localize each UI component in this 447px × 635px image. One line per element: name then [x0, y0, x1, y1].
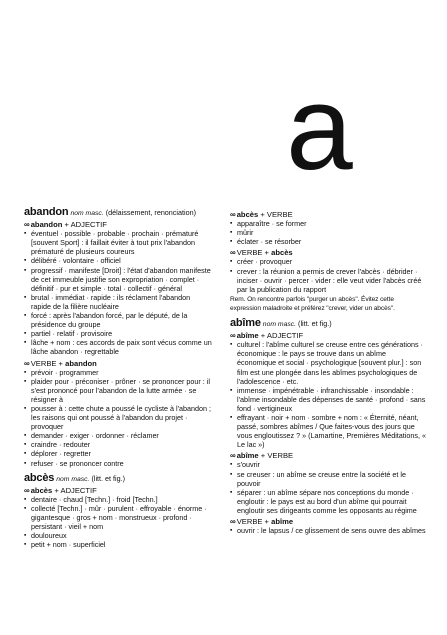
right-column [230, 208, 426, 535]
collocate-item: ▪ dentaire · chaud [Techn.] · froid [Techn.] [24, 495, 212, 504]
collocation-category: VERBE + [236, 248, 269, 258]
collocate-item: ▪ collecté [Techn.] · mûr · purulent · effroyable · énorme · gigantesque · gros + nom · monstrueux · profond · persistant · vieil + nom [24, 504, 212, 531]
collocate-item: ▪ prévoir · programmer [24, 368, 212, 377]
collocate-item: ▪ brutal · immédiat · rapide : ils réclament l'abandon rapide de la filière nucléaire [24, 293, 212, 311]
collocate-item: ▪ ouvrir : le lapsus / ce glissement de sens ouvre des abîmes [230, 526, 426, 535]
collocate-item: ▪ séparer : un abîme sépare nos conceptions du monde · engloutir : le pays est au bord d'un abîme qui pourrait engloutir ses dirigeants comme les opposants au régime [230, 488, 426, 515]
collocation-heading [24, 359, 212, 368]
headword: abcès [24, 471, 55, 484]
collocation-heading [230, 451, 426, 460]
entry-header [230, 319, 426, 329]
collocation-heading [24, 220, 212, 229]
grammar-label: nom masc. [262, 321, 297, 329]
dictionary-entry [230, 210, 426, 313]
collocation-icon: ∞ [230, 210, 236, 219]
collocate-item: ▪ délibéré · volontaire · officiel [24, 256, 212, 265]
collocate-item: ▪ mûrir [230, 228, 426, 237]
collocation-heading [230, 331, 426, 340]
sense-label: (délaissement, renonciation) [105, 208, 196, 217]
dictionary-entry [230, 319, 426, 535]
section-letter: a [286, 61, 353, 195]
dictionary-entry [24, 208, 212, 468]
headword: abandon [24, 206, 69, 218]
collocation-category: VERBE + [236, 517, 269, 526]
headword: abîme [230, 317, 261, 330]
collocate-item: ▪ craindre · redouter [24, 440, 212, 449]
collocate-item: ▪ se creuser : un abîme se creuse entre la société et le pouvoir [230, 470, 426, 488]
collocation-icon: ∞ [230, 451, 236, 461]
collocate-item: ▪ déplorer · regretter [24, 449, 212, 458]
grammar-label: nom masc. [56, 475, 90, 483]
collocate-item: ▪ s'ouvrir [230, 460, 426, 469]
collocate-item: ▪ immense · impénétrable · infranchissable · insondable : l'abîme insondable des dépenses de santé · profond · sans fond · vertigineux [230, 386, 426, 413]
collocation-heading [230, 210, 426, 219]
grammar-label: nom masc. [70, 210, 104, 217]
collocation-head: abandon [65, 358, 97, 368]
collocate-item: ▪ refuser · se prononcer contre [24, 459, 212, 468]
collocate-item: ▪ créer · provoquer [230, 257, 426, 266]
collocate-item: ▪ douloureux [24, 531, 212, 540]
dictionary-entry [24, 471, 212, 550]
collocate-item: ▪ éclater · se résorber [230, 237, 426, 246]
collocation-head: abcès [236, 210, 259, 219]
collocation-head: abcès [271, 248, 293, 258]
collocate-item: ▪ petit + nom · superficiel [24, 540, 212, 549]
collocate-item: ▪ partiel · relatif · provisoire [24, 329, 212, 338]
collocation-category: VERBE + [30, 358, 63, 368]
collocate-item: ▪ crever : la réunion a permis de crever l'abcès · débrider · inciser · ouvrir · percer · vider : elle veut vider l'abcès créé par la publication du rapport [230, 267, 426, 294]
collocate-item: ▪ apparaître · se former [230, 219, 426, 228]
collocate-item: ▪ plaider pour · préconiser · prôner · se prononcer pour : il s'est prononcé pour l'abandon de la lutte armée · se résigner à [24, 377, 212, 404]
collocation-icon: ∞ [230, 331, 236, 341]
sense-label: (litt. et fig.) [91, 473, 126, 483]
collocation-icon: ∞ [230, 517, 236, 526]
sense-label: (litt. et fig.) [298, 319, 332, 329]
collocation-head: abcès [30, 485, 53, 495]
usage-note: Rem. On rencontre parfois "purger un abcès". Évitez cette expression maladroite et préférez "crever, vider un abcès". [230, 295, 395, 312]
collocation-icon: ∞ [230, 248, 236, 258]
collocate-item: ▪ forcé : après l'abandon forcé, par le député, de la présidence du groupe [24, 311, 212, 329]
collocate-item: ▪ éventuel · possible · probable · prochain · prématuré [souvent Sport] : il faillait éviter à tout prix l'abandon prématuré de plusieurs coureurs [24, 229, 212, 256]
collocation-category: + ADJECTIF [260, 331, 304, 341]
collocation-heading [24, 486, 212, 495]
collocation-category: + ADJECTIF [64, 220, 107, 230]
collocate-item: ▪ lâche + nom : ces accords de paix sont vécus comme un lâche abandon · regrettable [24, 338, 212, 356]
collocation-head: abandon [30, 220, 63, 230]
collocation-category: + VERBE [260, 451, 294, 461]
collocate-item: ▪ effrayant · noir + nom · sombre + nom : « Éternité, néant, passé, sombres abîmes / Que faites-vous des jours que vous engloutissez ? » (Lamartine, Premières Méditations, « Le lac ») [230, 413, 426, 449]
collocation-category: + VERBE [260, 210, 293, 219]
entry-header [24, 208, 212, 218]
collocation-icon: ∞ [24, 220, 30, 230]
collocate-item: ▪ demander · exiger · ordonner · réclamer [24, 431, 212, 440]
collocate-item: ▪ culturel : l'abîme culturel se creuse entre ces générations · économique : le pays se trouve dans un abîme économique et social · psychologique [souvent plur.] : son film est une plongée dans les abîmes psychologiques de l'adolescence · etc. [230, 340, 426, 385]
collocation-head: abîme [236, 451, 259, 461]
collocation-head: abîme [271, 517, 294, 526]
left-column [24, 208, 212, 549]
collocate-item: ▪ progressif · manifeste [Droit] : l'état d'abandon manifeste de cet immeuble justifie son expropriation · complet · définitif · pur et simple · total · collectif · général [24, 266, 212, 293]
collocation-icon: ∞ [24, 358, 30, 368]
collocate-item: ▪ pousser à : cette chute a poussé le cycliste à l'abandon ; les raisons qui ont poussé à l'abandon du projet · provoquer [24, 404, 212, 431]
collocation-head: abîme [236, 331, 259, 341]
collocation-heading [230, 517, 426, 526]
collocation-heading [230, 248, 426, 257]
collocation-icon: ∞ [24, 485, 30, 495]
entry-header [24, 471, 212, 484]
collocation-category: + ADJECTIF [54, 485, 97, 495]
